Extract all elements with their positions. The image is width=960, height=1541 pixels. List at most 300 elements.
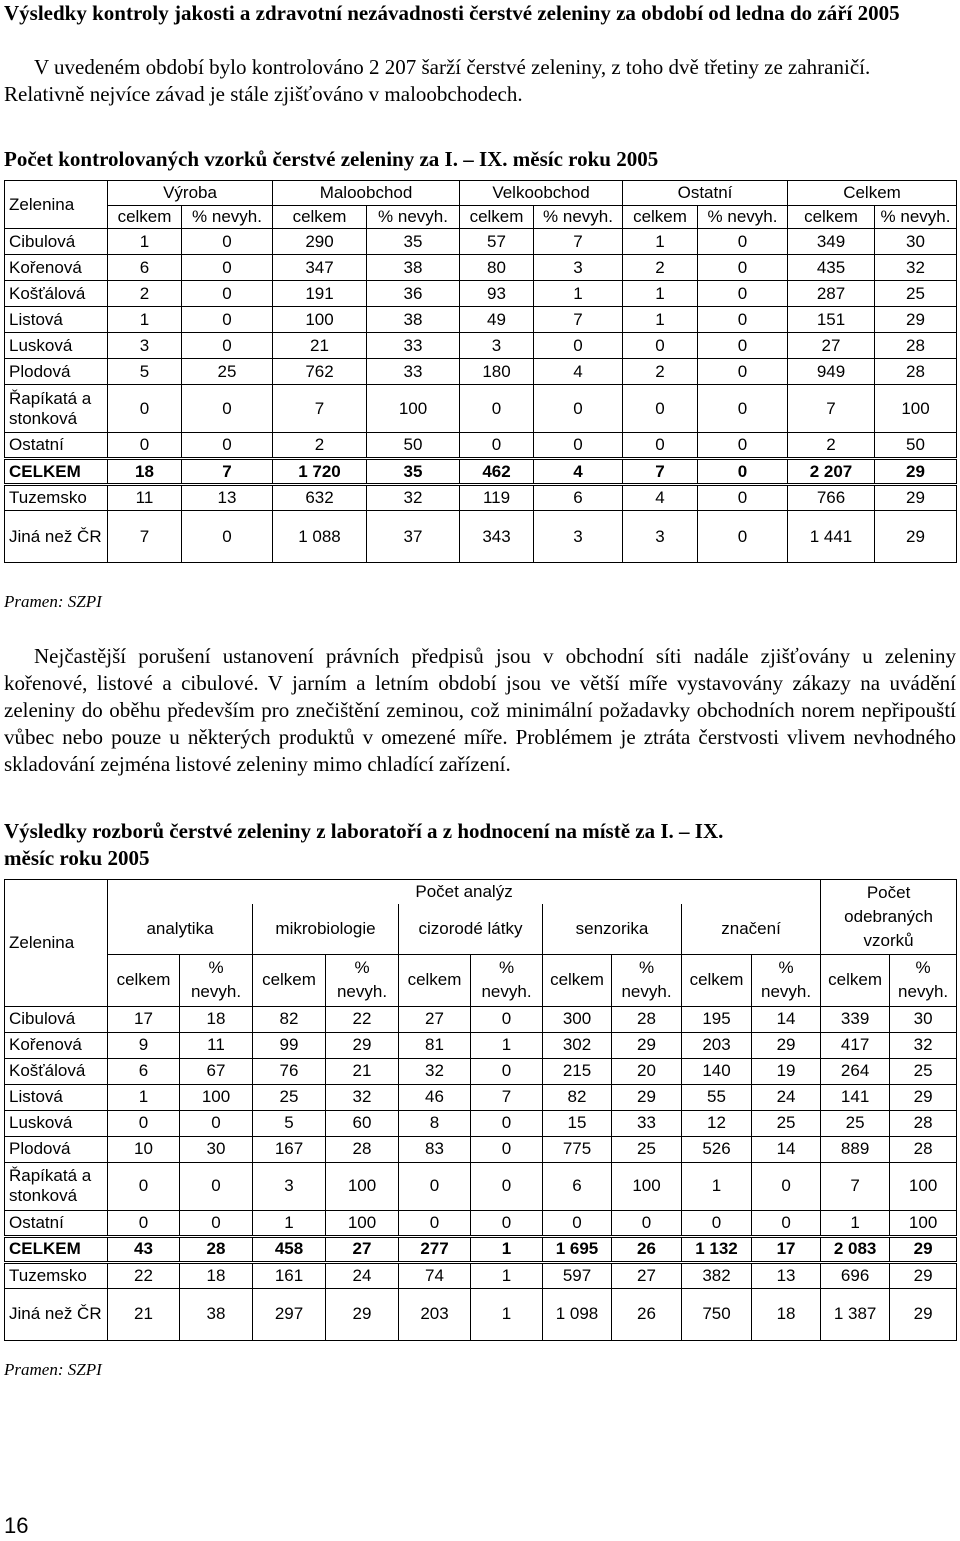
table-cell: 0: [180, 1210, 253, 1236]
table-cell: 417: [821, 1032, 890, 1058]
table-row: [5, 1032, 957, 1058]
table-cell: 28: [890, 1110, 957, 1136]
table-cell: 1: [623, 281, 698, 307]
row-label: Košťálová: [5, 281, 108, 307]
row-label: Košťálová: [5, 1058, 108, 1084]
table-cell: 1: [471, 1262, 543, 1288]
table-cell: 0: [471, 1210, 543, 1236]
table-cell: 1 695: [543, 1236, 612, 1262]
table-cell: 458: [253, 1236, 326, 1262]
table-cell: 28: [875, 333, 957, 359]
table-cell: 0: [698, 385, 788, 433]
table-cell: 29: [890, 1288, 957, 1340]
table-cell: 29: [875, 459, 957, 485]
table-cell: 29: [890, 1236, 957, 1262]
table-row: [5, 385, 957, 433]
table-cell: 76: [253, 1058, 326, 1084]
table-cell: 30: [890, 1006, 957, 1032]
table-cell: 0: [108, 1162, 180, 1210]
group-header: cizorodé látky: [399, 904, 543, 954]
table-cell: 11: [108, 485, 182, 511]
group-header: mikrobiologie: [253, 904, 399, 954]
table-cell: 0: [752, 1162, 821, 1210]
table-cell: 0: [534, 433, 623, 459]
table-cell: 7: [534, 229, 623, 255]
table-cell: 28: [875, 359, 957, 385]
table-cell: 0: [460, 385, 534, 433]
table-cell: 29: [326, 1288, 399, 1340]
intro-line: V uvedeném období bylo kontrolováno 2 207 šarží čerstvé zeleniny, z toho dvě třetiny ze zahraničí.: [34, 55, 871, 79]
table-cell: 0: [182, 385, 273, 433]
table-row: [5, 511, 957, 563]
table-cell: 25: [890, 1058, 957, 1084]
table-cell: 7: [534, 307, 623, 333]
table-cell: 290: [273, 229, 367, 255]
table-cell: 1: [253, 1210, 326, 1236]
table-cell: 27: [788, 333, 875, 359]
group-header: Maloobchod: [273, 181, 460, 206]
row-label: Plodová: [5, 359, 108, 385]
samples-table: [4, 180, 957, 563]
table-cell: 7: [182, 459, 273, 485]
table-cell: 180: [460, 359, 534, 385]
table-cell: 1: [623, 307, 698, 333]
table-cell: 0: [180, 1162, 253, 1210]
table-cell: 0: [182, 255, 273, 281]
table-cell: 1: [108, 229, 182, 255]
table-cell: 49: [460, 307, 534, 333]
table-cell: 0: [698, 359, 788, 385]
table-cell: 0: [471, 1006, 543, 1032]
table-cell: 3: [534, 511, 623, 563]
table-cell: 15: [543, 1110, 612, 1136]
row-label: Listová: [5, 1084, 108, 1110]
table-cell: 119: [460, 485, 534, 511]
subheader: % nevyh.: [326, 954, 399, 1006]
table-cell: 632: [273, 485, 367, 511]
subheader: % nevyh.: [180, 954, 253, 1006]
table-cell: 29: [875, 485, 957, 511]
table-cell: 93: [460, 281, 534, 307]
table-cell: 766: [788, 485, 875, 511]
table-cell: 17: [108, 1006, 180, 1032]
subheader: celkem: [273, 206, 367, 229]
table-cell: 25: [253, 1084, 326, 1110]
row-label: Jiná než ČR: [5, 511, 108, 563]
row-label: CELKEM: [5, 459, 108, 485]
subheader: celkem: [108, 954, 180, 1006]
table-row: [5, 281, 957, 307]
table-cell: 100: [875, 385, 957, 433]
table-cell: 0: [698, 333, 788, 359]
table-row: [5, 229, 957, 255]
body-paragraph: Nejčastější porušení ustanovení právních předpisů jsou v obchodní síti nadále zjišťovány u zeleniny kořenové, listové a cibulové. V jarním a letním období jsou ve větší míře vystavovány zákazy na uvádění zeleniny do oběhu především pro znečištění zeminou, což minimální požadavky obchodních norem nepřipouští vůbec nebo pouze u některých produktů v omezené míře. Problémem je ztráta čerstvosti vlivem nevhodného skladování zejména listové zeleniny mimo chladící zařízení.: [4, 644, 956, 776]
group-header: Velkoobchod: [460, 181, 623, 206]
table-cell: 29: [875, 307, 957, 333]
table-cell: 0: [182, 229, 273, 255]
table-cell: 696: [821, 1262, 890, 1288]
row-header: Zelenina: [5, 880, 108, 1007]
table-row: [5, 1110, 957, 1136]
table-cell: 3: [253, 1162, 326, 1210]
table-cell: 27: [612, 1262, 682, 1288]
table-cell: 82: [543, 1084, 612, 1110]
table-cell: 0: [399, 1162, 471, 1210]
table-cell: 0: [108, 433, 182, 459]
table-cell: 0: [182, 307, 273, 333]
subheader: celkem: [821, 954, 890, 1006]
table-cell: 1 098: [543, 1288, 612, 1340]
table-cell: 0: [623, 333, 698, 359]
group-header: Ostatní: [623, 181, 788, 206]
table-cell: 1: [108, 307, 182, 333]
table-cell: 7: [788, 385, 875, 433]
table-cell: 750: [682, 1288, 752, 1340]
group-header: Výroba: [108, 181, 273, 206]
table-cell: 36: [367, 281, 460, 307]
table-cell: 195: [682, 1006, 752, 1032]
subheader: % nevyh.: [612, 954, 682, 1006]
row-label: CELKEM: [5, 1236, 108, 1262]
subheader: % nevyh.: [182, 206, 273, 229]
table-cell: 1 720: [273, 459, 367, 485]
subheader: celkem: [399, 954, 471, 1006]
table-cell: 302: [543, 1032, 612, 1058]
intro-line: Relativně nejvíce závad je stále zjišťováno v maloobchodech.: [4, 82, 523, 106]
table-cell: 13: [752, 1262, 821, 1288]
table-cell: 2: [108, 281, 182, 307]
table-cell: 50: [875, 433, 957, 459]
row-label: Tuzemsko: [5, 1262, 108, 1288]
subheader: celkem: [543, 954, 612, 1006]
row-label: Listová: [5, 307, 108, 333]
table-cell: 5: [108, 359, 182, 385]
page-number: 16: [4, 1513, 29, 1538]
subheader: celkem: [788, 206, 875, 229]
table-cell: 43: [108, 1236, 180, 1262]
table-cell: 347: [273, 255, 367, 281]
table-cell: 0: [612, 1210, 682, 1236]
table-cell: 1 088: [273, 511, 367, 563]
table-cell: 0: [623, 433, 698, 459]
table-cell: 14: [752, 1136, 821, 1162]
table-row: [5, 255, 957, 281]
table-cell: 0: [471, 1110, 543, 1136]
table-cell: 100: [367, 385, 460, 433]
table-cell: 4: [623, 485, 698, 511]
table-row: [5, 433, 957, 459]
table-cell: 0: [182, 433, 273, 459]
table-cell: 889: [821, 1136, 890, 1162]
table-cell: 1: [471, 1032, 543, 1058]
table-cell: 277: [399, 1236, 471, 1262]
table-row: [5, 1236, 957, 1262]
table-cell: 33: [367, 359, 460, 385]
table-cell: 191: [273, 281, 367, 307]
row-label: Plodová: [5, 1136, 108, 1162]
table-row: [5, 1210, 957, 1236]
table-cell: 0: [682, 1210, 752, 1236]
table-cell: 1: [682, 1162, 752, 1210]
table-cell: 12: [682, 1110, 752, 1136]
table-cell: 287: [788, 281, 875, 307]
group-header: senzorika: [543, 904, 682, 954]
table-cell: 25: [821, 1110, 890, 1136]
intro-text: [4, 54, 956, 108]
table-cell: 7: [273, 385, 367, 433]
table-cell: 46: [399, 1084, 471, 1110]
table-cell: 100: [890, 1210, 957, 1236]
table-cell: 0: [471, 1058, 543, 1084]
table-cell: 14: [752, 1006, 821, 1032]
table-row: [5, 1288, 957, 1340]
table-cell: 24: [752, 1084, 821, 1110]
subheader: % nevyh.: [890, 954, 957, 1006]
group-header: značení: [682, 904, 821, 954]
analyses-table: [4, 879, 957, 1341]
table-cell: 1 441: [788, 511, 875, 563]
table-cell: 0: [108, 1110, 180, 1136]
subheader: celkem: [460, 206, 534, 229]
table-cell: 203: [682, 1032, 752, 1058]
row-label: Lusková: [5, 1110, 108, 1136]
table-cell: 38: [180, 1288, 253, 1340]
table-cell: 526: [682, 1136, 752, 1162]
table-cell: 0: [623, 385, 698, 433]
table-cell: 32: [875, 255, 957, 281]
table-cell: 2: [623, 359, 698, 385]
table1-source: Pramen: SZPI: [4, 592, 102, 611]
table-row: [5, 333, 957, 359]
table-cell: 60: [326, 1110, 399, 1136]
table-cell: 0: [182, 511, 273, 563]
table-cell: 215: [543, 1058, 612, 1084]
table-cell: 462: [460, 459, 534, 485]
table-cell: 57: [460, 229, 534, 255]
table-cell: 100: [273, 307, 367, 333]
table-cell: 100: [326, 1210, 399, 1236]
table-cell: 1 132: [682, 1236, 752, 1262]
table-cell: 151: [788, 307, 875, 333]
table-cell: 100: [890, 1162, 957, 1210]
table-cell: 7: [471, 1084, 543, 1110]
group-header: analytika: [108, 904, 253, 954]
table-cell: 2: [788, 433, 875, 459]
table-cell: 30: [180, 1136, 253, 1162]
table-cell: 28: [612, 1006, 682, 1032]
table2-source: Pramen: SZPI: [4, 1360, 102, 1379]
table-cell: 35: [367, 459, 460, 485]
table-cell: 1 387: [821, 1288, 890, 1340]
table-cell: 0: [698, 433, 788, 459]
table-cell: 82: [253, 1006, 326, 1032]
table-row: [5, 485, 957, 511]
table-cell: 18: [180, 1006, 253, 1032]
table-cell: 2 083: [821, 1236, 890, 1262]
table-cell: 27: [326, 1236, 399, 1262]
table-row: [5, 459, 957, 485]
table-cell: 0: [108, 385, 182, 433]
table-cell: 32: [399, 1058, 471, 1084]
table-cell: 300: [543, 1006, 612, 1032]
table-cell: 29: [326, 1032, 399, 1058]
row-header: Zelenina: [5, 181, 108, 229]
subheader: % nevyh.: [752, 954, 821, 1006]
table2-title: Výsledky rozborů čerstvé zeleniny z laboratoří a z hodnocení na místě za I. – IX. měsíc roku 2005: [4, 819, 724, 870]
table-cell: 29: [612, 1084, 682, 1110]
table-cell: 80: [460, 255, 534, 281]
table-cell: 0: [108, 1210, 180, 1236]
table-cell: 1: [534, 281, 623, 307]
table-cell: 949: [788, 359, 875, 385]
subheader: % nevyh.: [875, 206, 957, 229]
table-cell: 203: [399, 1288, 471, 1340]
row-label: Řapíkatá a stonková: [5, 1162, 108, 1210]
table-cell: 1: [471, 1236, 543, 1262]
table-cell: 28: [326, 1136, 399, 1162]
table-cell: 28: [890, 1136, 957, 1162]
table-cell: 22: [108, 1262, 180, 1288]
table-cell: 25: [875, 281, 957, 307]
table-cell: 29: [890, 1084, 957, 1110]
table-cell: 100: [326, 1162, 399, 1210]
table-cell: 382: [682, 1262, 752, 1288]
subheader: % nevyh.: [471, 954, 543, 1006]
table-cell: 435: [788, 255, 875, 281]
table-cell: 32: [890, 1032, 957, 1058]
row-label: Lusková: [5, 333, 108, 359]
table-row: [5, 359, 957, 385]
table-cell: 297: [253, 1288, 326, 1340]
table-row: [5, 1136, 957, 1162]
table-cell: 2: [273, 433, 367, 459]
table-row: [5, 1084, 957, 1110]
table-cell: 0: [698, 255, 788, 281]
table-cell: 29: [890, 1262, 957, 1288]
table-cell: 264: [821, 1058, 890, 1084]
row-label: Jiná než ČR: [5, 1288, 108, 1340]
table-cell: 83: [399, 1136, 471, 1162]
table-cell: 1: [821, 1210, 890, 1236]
table-cell: 32: [367, 485, 460, 511]
table-cell: 0: [460, 433, 534, 459]
table-cell: 0: [182, 333, 273, 359]
table-cell: 21: [273, 333, 367, 359]
table-cell: 81: [399, 1032, 471, 1058]
table-cell: 17: [752, 1236, 821, 1262]
table-cell: 1: [108, 1084, 180, 1110]
subheader: % nevyh.: [367, 206, 460, 229]
table-cell: 3: [460, 333, 534, 359]
table-cell: 161: [253, 1262, 326, 1288]
row-label: Kořenová: [5, 255, 108, 281]
table-cell: 8: [399, 1110, 471, 1136]
table-cell: 20: [612, 1058, 682, 1084]
table-row: [5, 1262, 957, 1288]
table-cell: 1: [623, 229, 698, 255]
table-cell: 33: [612, 1110, 682, 1136]
table-cell: 0: [698, 281, 788, 307]
top-header: Počet analýz: [108, 880, 821, 905]
table-cell: 0: [698, 485, 788, 511]
table-cell: 26: [612, 1288, 682, 1340]
subheader: celkem: [623, 206, 698, 229]
table-cell: 21: [108, 1288, 180, 1340]
table-row: [5, 1058, 957, 1084]
table-cell: 100: [180, 1084, 253, 1110]
table-cell: 339: [821, 1006, 890, 1032]
table-cell: 2 207: [788, 459, 875, 485]
table-cell: 0: [752, 1210, 821, 1236]
table-cell: 11: [180, 1032, 253, 1058]
table-cell: 50: [367, 433, 460, 459]
table-cell: 343: [460, 511, 534, 563]
table-cell: 141: [821, 1084, 890, 1110]
table-row: [5, 1006, 957, 1032]
table-row: [5, 307, 957, 333]
table-cell: 0: [698, 307, 788, 333]
table-cell: 30: [875, 229, 957, 255]
table-cell: 0: [534, 385, 623, 433]
table-cell: 1: [471, 1288, 543, 1340]
table-cell: 7: [821, 1162, 890, 1210]
table-cell: 24: [326, 1262, 399, 1288]
table-cell: 67: [180, 1058, 253, 1084]
table-cell: 167: [253, 1136, 326, 1162]
table-cell: 0: [182, 281, 273, 307]
table-cell: 6: [534, 485, 623, 511]
table-cell: 13: [182, 485, 273, 511]
table-cell: 4: [534, 459, 623, 485]
table-cell: 29: [875, 511, 957, 563]
table-cell: 0: [698, 229, 788, 255]
table-cell: 0: [471, 1162, 543, 1210]
subheader: celkem: [682, 954, 752, 1006]
table-cell: 35: [367, 229, 460, 255]
table1-title: Počet kontrolovaných vzorků čerstvé zeleniny za I. – IX. měsíc roku 2005: [4, 147, 659, 171]
table-cell: 37: [367, 511, 460, 563]
table-cell: 9: [108, 1032, 180, 1058]
table-cell: 6: [108, 255, 182, 281]
table-cell: 33: [367, 333, 460, 359]
table-cell: 4: [534, 359, 623, 385]
table-cell: 25: [612, 1136, 682, 1162]
row-label: Cibulová: [5, 1006, 108, 1032]
row-label: Ostatní: [5, 1210, 108, 1236]
table-cell: 0: [534, 333, 623, 359]
table-cell: 38: [367, 255, 460, 281]
table-cell: 7: [623, 459, 698, 485]
table-cell: 29: [612, 1032, 682, 1058]
table-cell: 19: [752, 1058, 821, 1084]
table-cell: 0: [471, 1136, 543, 1162]
table-cell: 27: [399, 1006, 471, 1032]
subheader: % nevyh.: [534, 206, 623, 229]
document-title: Výsledky kontroly jakosti a zdravotní nezávadnosti čerstvé zeleniny za období od ledna do září 2005: [4, 1, 900, 25]
table-cell: 775: [543, 1136, 612, 1162]
table-cell: 18: [108, 459, 182, 485]
row-label: Kořenová: [5, 1032, 108, 1058]
table-cell: 29: [752, 1032, 821, 1058]
table-cell: 28: [180, 1236, 253, 1262]
table-cell: 22: [326, 1006, 399, 1032]
table-cell: 5: [253, 1110, 326, 1136]
table-cell: 10: [108, 1136, 180, 1162]
table-cell: 99: [253, 1032, 326, 1058]
subheader: % nevyh.: [698, 206, 788, 229]
table-cell: 26: [612, 1236, 682, 1262]
table-cell: 55: [682, 1084, 752, 1110]
